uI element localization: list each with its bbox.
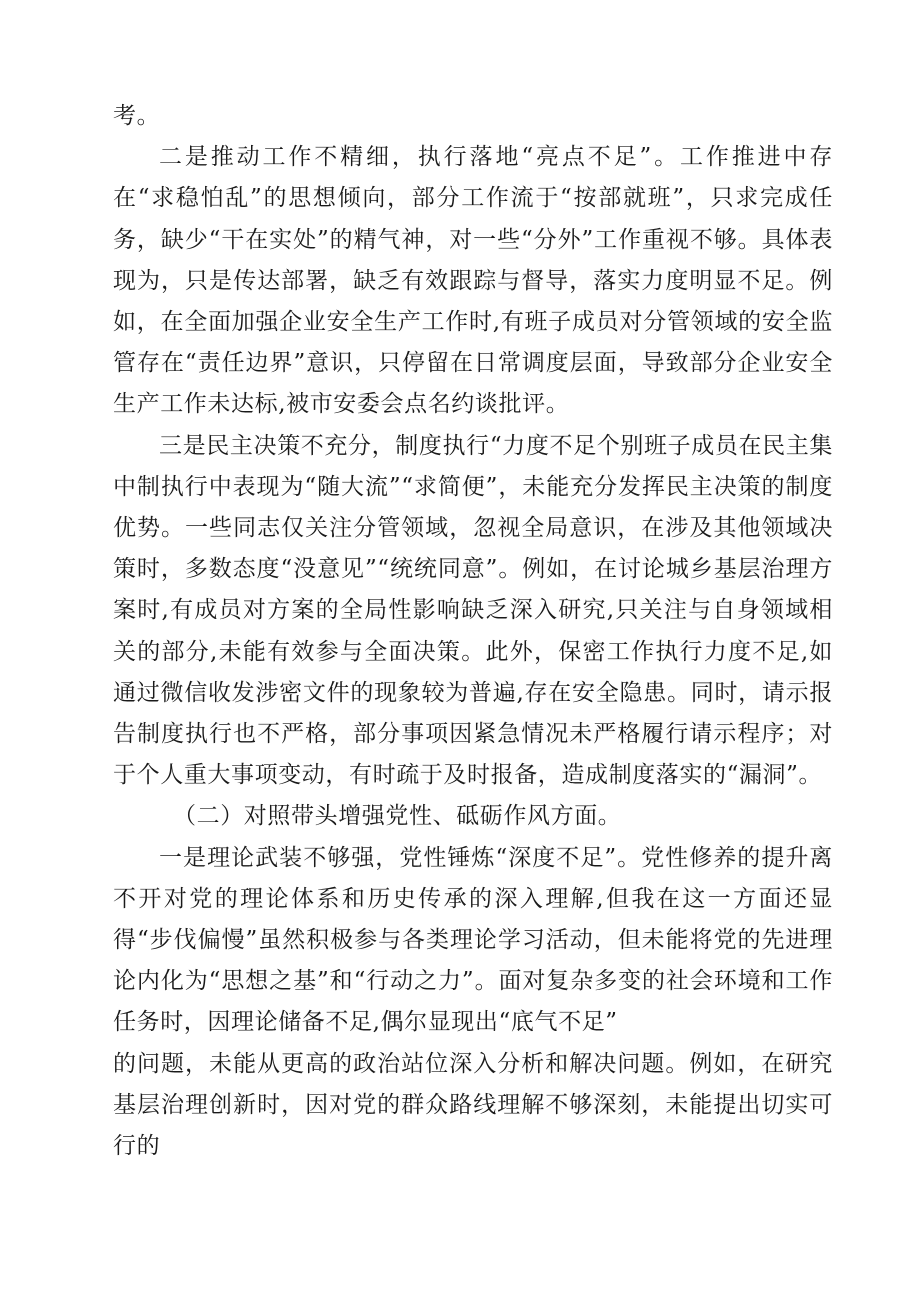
paragraph-point-three: 三是民主决策不充分，制度执行“力度不足个别班子成员在民主集中制执行中表现为“随大流”“求简便”，未能充分发挥民主决策的制度优势。一些同志仅关注分管领域，忽视全局意识，在涉及其他领域决策时，多数态度“没意见”“统统同意”。例如，在讨论城乡基层治理方案时,有成员对方案的全局性影响缺乏深入研究,只关注与自身领域相关的部分,未能有效参与全面决策。此外，保密工作执行力度不足,如通过微信收发涉密文件的现象较为普遍,存在安全隐患。同时，请示报告制度执行也不严格，部分事项因紧急情况未严格履行请示程序；对于个人重大事项变动，有时疏于及时报备，造成制度落实的“漏洞”。 [113,432,833,789]
paragraph-continued-text: 的问题，未能从更高的政治站位深入分析和解决问题。例如，在研究基层治理创新时，因对党的群众路线理解不够深刻，未能提出切实可行的 [113,1050,833,1160]
document-body [113,96,833,1167]
paragraph-continuation: 考。 [113,103,161,129]
section-heading: （二）对照带头增强党性、砥砺作风方面。 [173,803,622,830]
paragraph-point-one: 一是理论武装不够强，党性锤炼“深度不足”。党性修养的提升离不开对党的理论体系和历史传承的深入理解,但我在这一方面还显得“步伐偏慢”虽然积极参与各类理论学习活动，但未能将党的先进理论内化为“思想之基”和“行动之力”。面对复杂多变的社会环境和工作任务时，因理论储备不足,偶尔显现出“底气不足” [113,844,833,1036]
paragraph-point-two: 二是推动工作不精细，执行落地“亮点不足”。工作推进中存在“求稳怕乱”的思想倾向，部分工作流于“按部就班”，只求完成任务，缺少“干在实处”的精气神，对一些“分外”工作重视不够。具体表现为，只是传达部署，缺乏有效跟踪与督导，落实力度明显不足。例如，在全面加强企业安全生产工作时,有班子成员对分管领域的安全监管存在“责任边界”意识，只停留在日常调度层面，导致部分企业安全生产工作未达标,被市安委会点名约谈批评。 [113,144,833,418]
